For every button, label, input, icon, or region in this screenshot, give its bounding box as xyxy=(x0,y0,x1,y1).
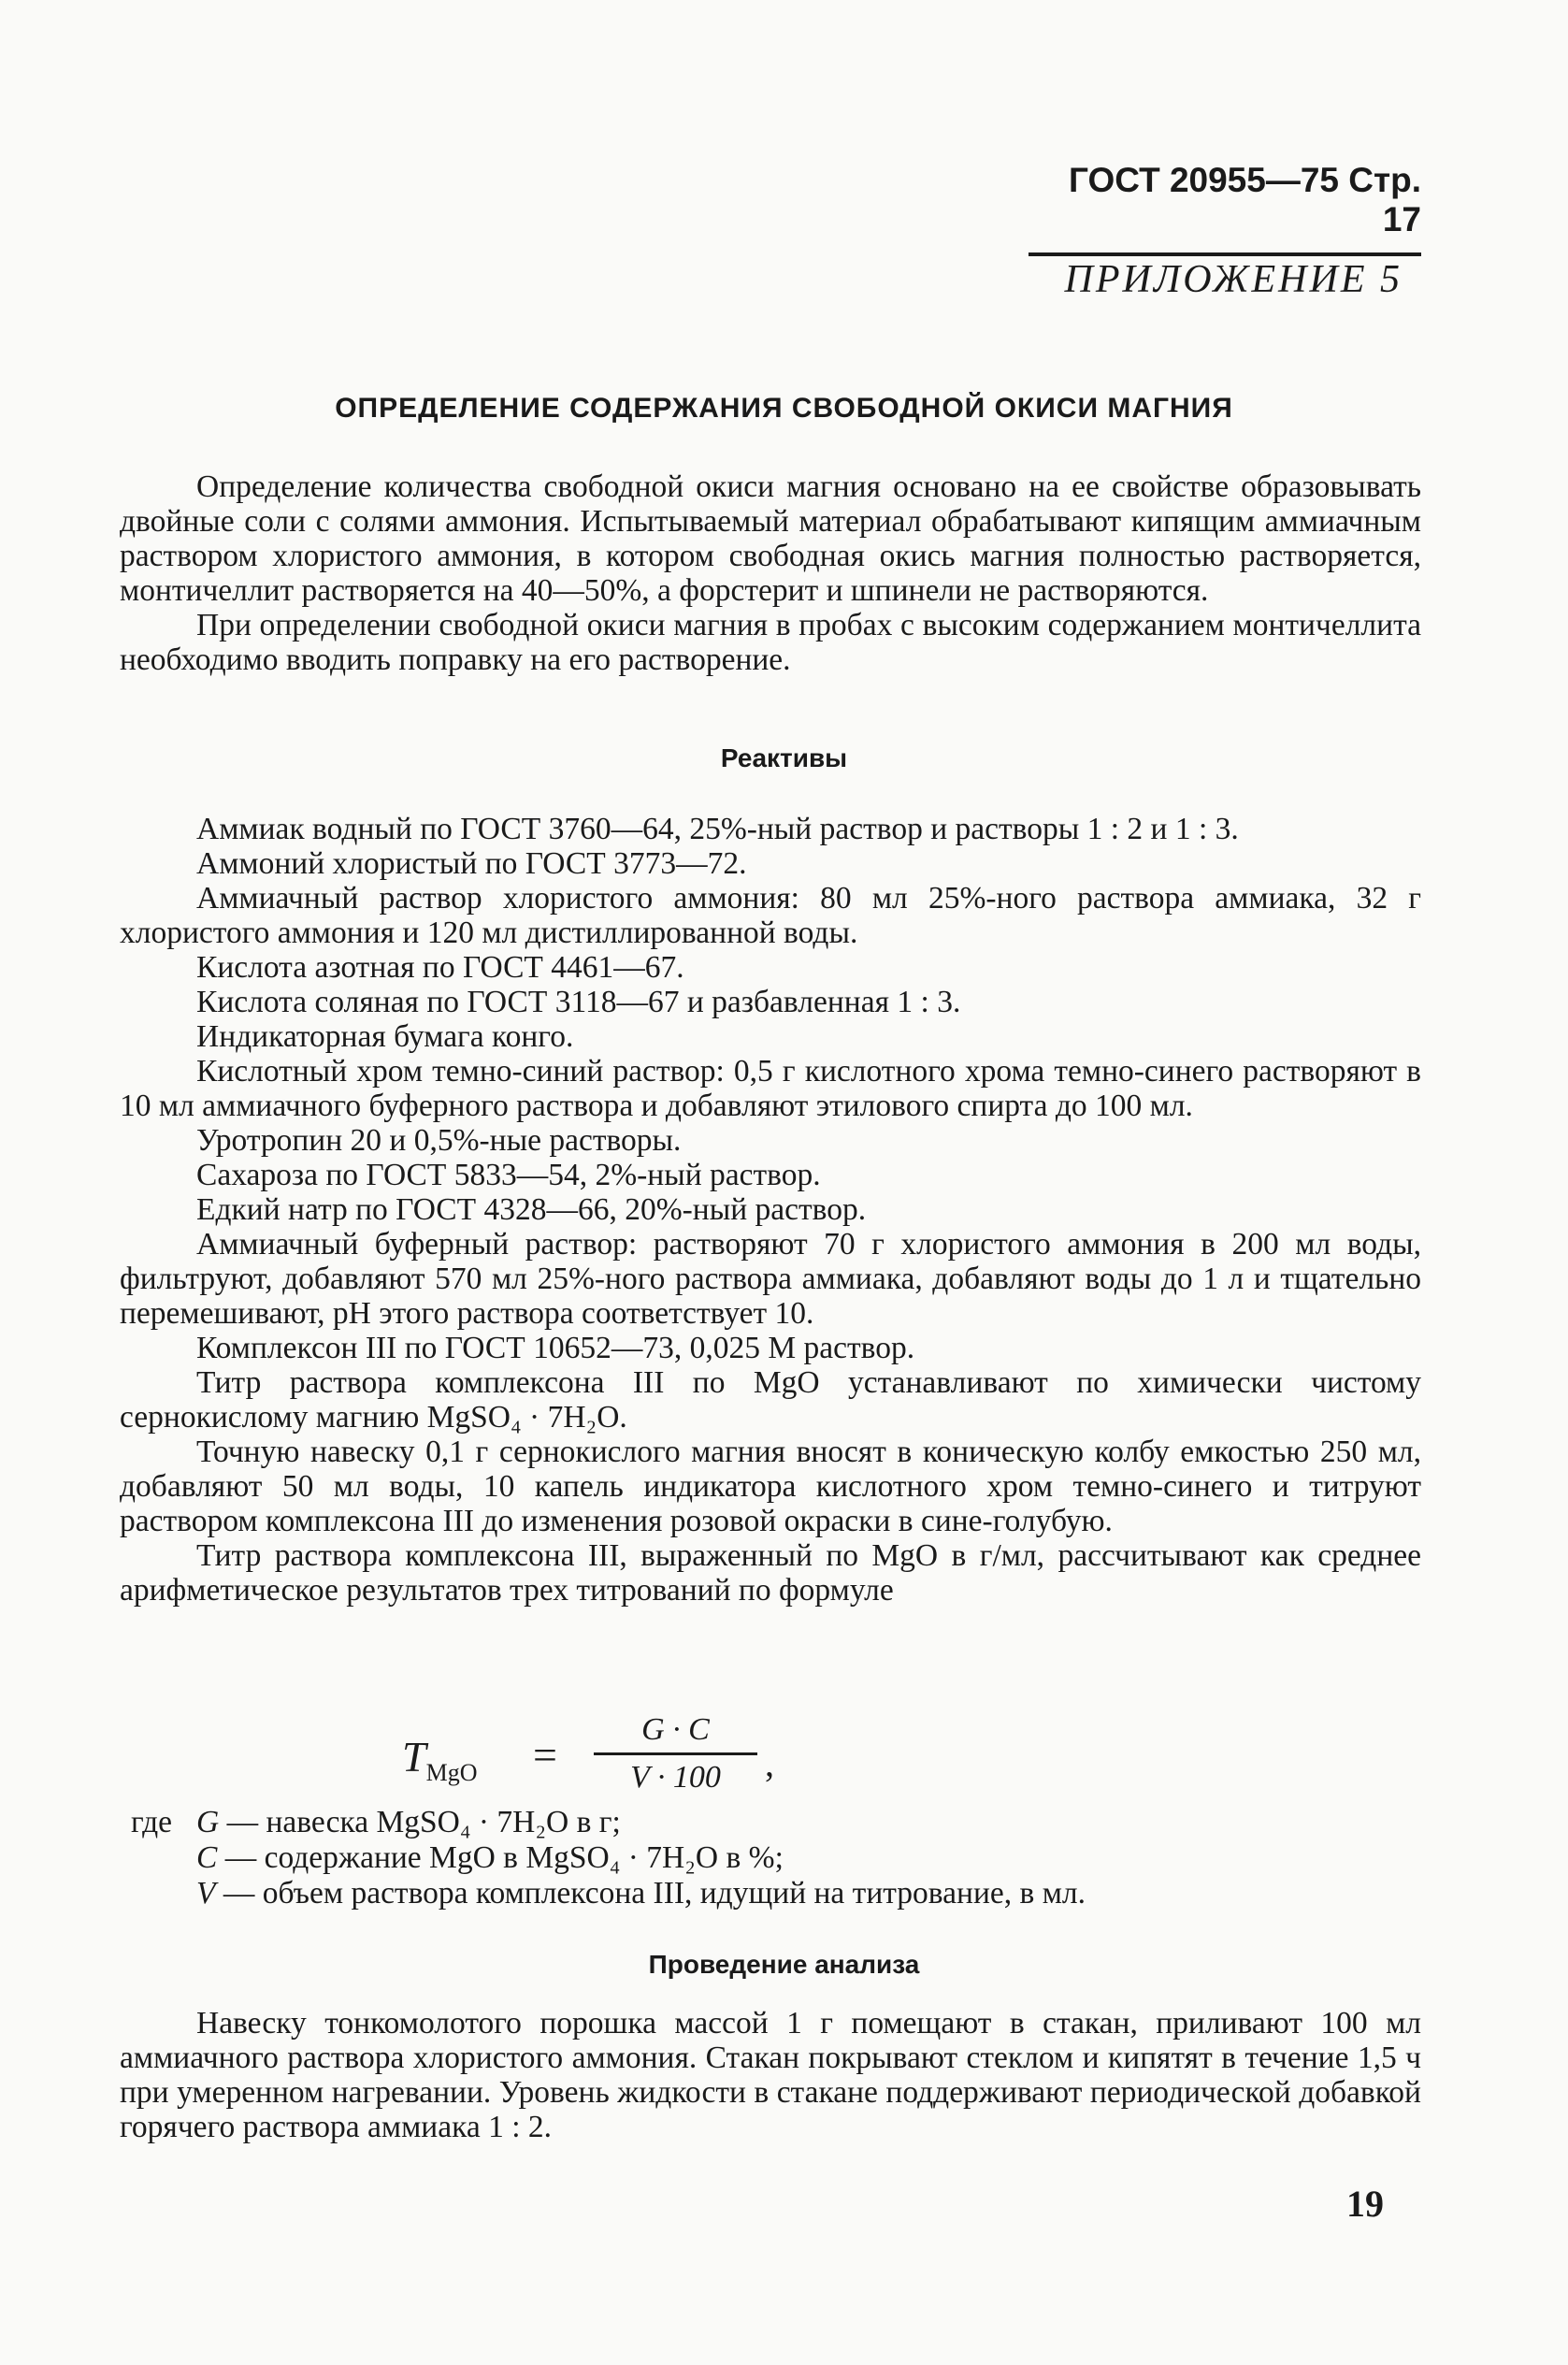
formula-denominator: V · 100 xyxy=(630,1760,721,1795)
list-item: Точную навеску 0,1 г сернокислого магния вносят в коническую колбу емкостью 250 мл, добавляют 50 мл воды, 10 капель индикатора кислотного хром темно-синего и титруют раствором комплексона III до изменения розовой окраски в сине-голубую. xyxy=(120,1435,1421,1538)
page-number: 19 xyxy=(1346,2183,1384,2225)
intro-section xyxy=(120,469,1421,677)
list-item: Титр раствора комплексона III, выраженный по MgO в г/мл, рассчитывают как среднее арифметическое результатов трех титрований по формуле xyxy=(120,1538,1421,1608)
legend-row xyxy=(120,1805,1421,1840)
page-title: ОПРЕДЕЛЕНИЕ СОДЕРЖАНИЯ СВОБОДНОЙ ОКИСИ МАГНИЯ xyxy=(335,393,1233,424)
titer-formula xyxy=(402,1711,963,1805)
formula-lhs xyxy=(402,1732,478,1787)
formula-equals: = xyxy=(533,1731,557,1779)
legend-symbol: G xyxy=(196,1805,220,1839)
fraction-bar xyxy=(594,1752,757,1755)
list-item: Едкий натр по ГОСТ 4328—66, 20%-ный раствор. xyxy=(196,1192,867,1227)
analysis-section xyxy=(120,2006,1421,2144)
list-item: Кислотный хром темно-синий раствор: 0,5 г кислотного хрома темно-синего растворяют в 10 мл аммиачного буферного раствора и добавляют этилового спирта до 100 мл. xyxy=(120,1054,1421,1123)
paragraph: При определении свободной окиси магния в пробах с высоким содержанием монтичеллита необходимо вводить поправку на его растворение. xyxy=(120,608,1421,677)
list-item: Аммоний хлористый по ГОСТ 3773—72. xyxy=(196,846,747,881)
reagents-heading: Реактивы xyxy=(720,743,848,772)
legend-text: — объем раствора комплексона III, идущий на титрование, в мл. xyxy=(215,1876,1086,1911)
list-item: Уротропин 20 и 0,5%-ные растворы. xyxy=(196,1123,682,1158)
formula-symbol: T xyxy=(402,1733,426,1781)
paragraph: Навеску тонкомолотого порошка массой 1 г помещают в стакан, приливают 100 мл аммиачного раствора хлористого аммония. Стакан покрывают стеклом и кипятят в течение 1,5 ч при умеренном нагревании. Уровень жидкости в стакане поддерживают периодической добавкой горячего раствора аммиака 1 : 2. xyxy=(120,2006,1421,2144)
list-item: Сахароза по ГОСТ 5833—54, 2%-ный раствор. xyxy=(196,1158,821,1192)
list-item: Аммиачный буферный раствор: растворяют 70 г хлористого аммония в 200 мл воды, фильтруют, добавляют 570 мл 25%-ного раствора аммиака, добавляют воды до 1 л и тщательно перемешивают, pH этого раствора соответствует 10. xyxy=(120,1227,1421,1331)
paragraph: Определение количества свободной окиси магния основано на ее свойстве образовывать двойные соли с солями аммония. Испытываемый материал обрабатывают кипящим аммиачным раствором хлористого аммония, в котором свободная окись магния полностью растворяется, монтичеллит растворяется на 40—50%, а форстерит и шпинели не растворяются. xyxy=(120,469,1421,608)
list-item: Аммиачный раствор хлористого аммония: 80 мл 25%-ного раствора аммиака, 32 г хлористого аммония и 120 мл дистиллированной воды. xyxy=(120,881,1421,950)
formula-subscript: MgO xyxy=(425,1759,478,1787)
list-item: Титр раствора комплексона III по MgO устанавливают по химически чистому сернокислому магнию MgSO₄ · 7H₂O. xyxy=(120,1365,1421,1435)
appendix-label: ПРИЛОЖЕНИЕ 5 xyxy=(1064,258,1403,301)
legend-text: — содержание MgO в MgSO₄ · 7H₂O в %; xyxy=(217,1840,784,1875)
legend-symbol: V xyxy=(196,1876,216,1911)
legend-symbol: C xyxy=(196,1840,218,1875)
list-item: Кислота азотная по ГОСТ 4461—67. xyxy=(196,950,684,985)
legend-where: где xyxy=(131,1805,172,1839)
formula-numerator: G · C xyxy=(641,1712,710,1747)
legend-row xyxy=(120,1840,1421,1876)
list-item: Комплексон III по ГОСТ 10652—73, 0,025 М раствор. xyxy=(196,1331,915,1365)
formula-comma: , xyxy=(765,1742,774,1784)
legend-text: — навеска MgSO₄ · 7H₂O в г; xyxy=(219,1805,621,1839)
list-item: Индикаторная бумага конго. xyxy=(196,1019,574,1054)
document-header: ГОСТ 20955—75 Стр. 17 xyxy=(1029,161,1421,256)
analysis-heading: Проведение анализа xyxy=(648,1950,920,1979)
formula-fraction xyxy=(594,1711,757,1796)
list-item: Аммиак водный по ГОСТ 3760—64, 25%-ный раствор и растворы 1 : 2 и 1 : 3. xyxy=(196,812,1239,846)
reagents-list xyxy=(120,812,1421,1608)
list-item: Кислота соляная по ГОСТ 3118—67 и разбавленная 1 : 3. xyxy=(196,985,961,1019)
legend-row xyxy=(120,1876,1421,1911)
formula-legend xyxy=(120,1805,1421,1911)
